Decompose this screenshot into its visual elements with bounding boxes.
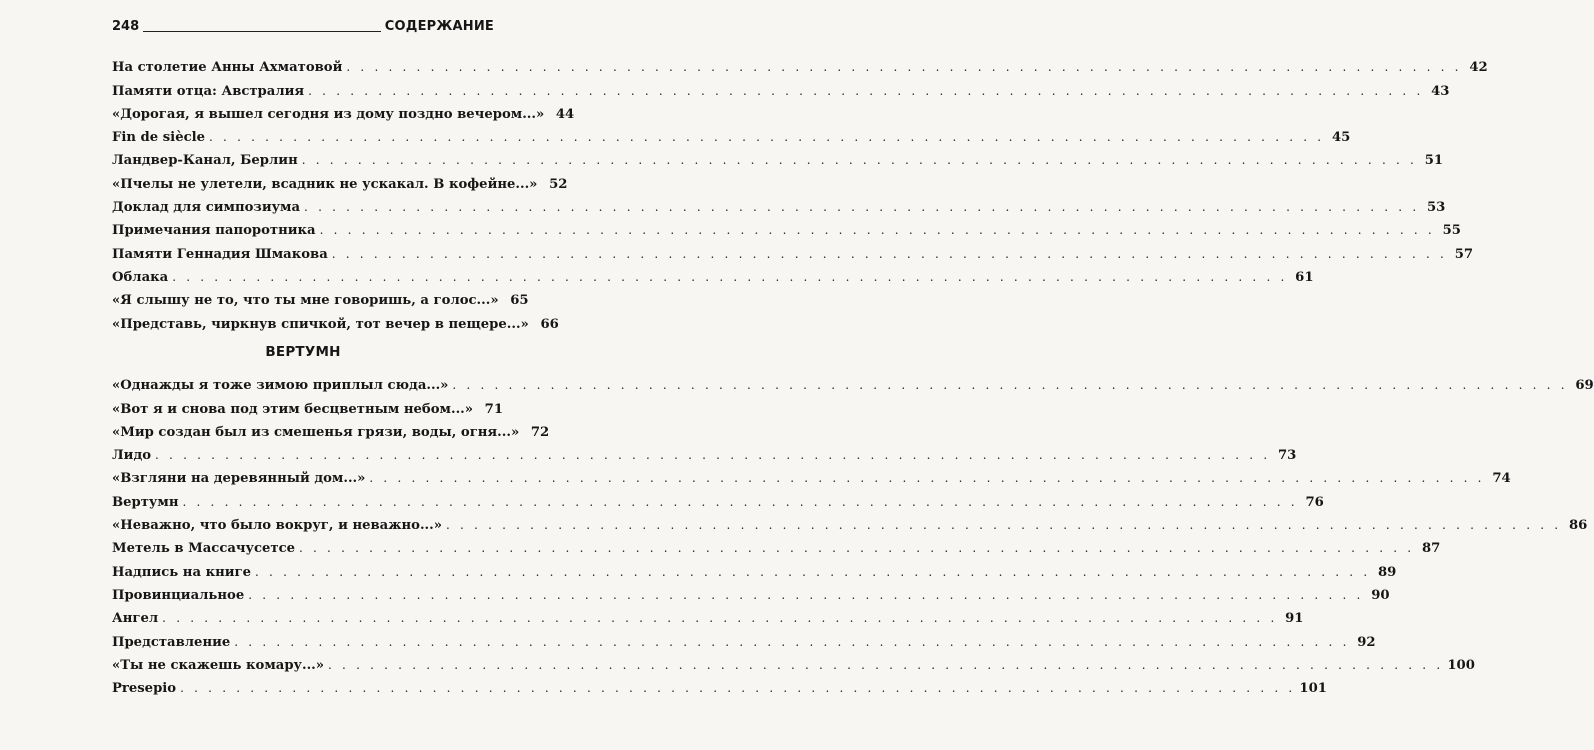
toc-entry-title: «Однажды я тоже зимою приплыл сюда...» (112, 378, 449, 394)
toc-list-part2 (112, 370, 1594, 697)
toc-entry (112, 650, 1475, 673)
toc-entry-page: 72 (530, 424, 550, 440)
toc-dot-leader: . . . . . . . . . . . . . . . . . . . . . . . . . . . . . . . . . . . . . . . . . . . . . . . . . . . . . . . . . . . . . . . . . . . . . . . . . . . . . . . . (331, 246, 1448, 261)
toc-entry (112, 486, 1324, 510)
toc-entry-page: 90 (1371, 587, 1390, 603)
section-title: ВЕРТУМН (265, 344, 341, 360)
toc-dot-leader: . . . . . . . . . . . . . . . . . . . . . . . . . . . . . . . . . . . . . . . . . . . . . . . . . . . . . . . . . . . . . . . . . . . . . . . . . . . . . . . . (180, 681, 1296, 696)
toc-dot-leader: . . . . . . . . . . . . . . . . . . . . . . . . . . . . . . . . . . . . . . . . . . . . . . . . . . . . . . . . . . . . . . . . . . . . . . . . . . . . . . . . (328, 657, 1444, 672)
toc-entry-page: 100 (1447, 657, 1475, 673)
toc-entry (112, 370, 1594, 394)
toc-entry (112, 168, 568, 192)
toc-dot-leader: . . . . . . . . . . . . . . . . . . . . . . . . . . . . . . . . . . . . . . . . . . . . . . . . . . . . . . . . . . . . . . . . . . . . . . . . . . . . . . . . (299, 541, 1415, 556)
toc-dot-leader: . . . . . . . . . . . . . . . . . . . . . . . . . . . . . . . . . . . . . . . . . . . . . . . . . . . . . . . . . . . . . . . . . . . . . . . . . . . . . . . . (346, 60, 1462, 75)
toc-entry-page: 87 (1421, 541, 1441, 557)
toc-entry (112, 192, 1446, 216)
toc-entry-title: Облака (112, 269, 169, 285)
toc-entry-title: «Взгляни на деревянный дом...» (112, 471, 366, 487)
toc-entry-title: «Мир создан был из смешенья грязи, воды, огня...» (112, 424, 520, 440)
toc-entry-page: 51 (1424, 153, 1444, 169)
toc-entry (112, 52, 1488, 76)
toc-dot-leader: . . . . . . . . . . . . . . . . . . . . . . . . . . . . . . . . . . . . . . . . . . . . . . . . . . . . . . . . . . . . . . . . . . . . . . . . . . . . . . . . (162, 611, 1278, 626)
toc-entry-title: «Неважно, что было вокруг, и неважно...» (112, 518, 442, 534)
toc-entry-page: 76 (1305, 494, 1324, 510)
toc-entry-title: Метель в Массачусетсе (112, 541, 295, 557)
toc-entry (112, 510, 1588, 534)
toc-dot-leader: . . . . . . . . . . . . . . . . . . . . . . . . . . . . . . . . . . . . . . . . . . . . . . . . . . . . . . . . . . . . . . . . . . . . . . . . . . . . . . . . (182, 494, 1298, 509)
toc-dot-leader: . . . . . . . . . . . . . . . . . . . . . . . . . . . . . . . . . . . . . . . . . . . . . . . . . . . . . . . . . . . . . . . . . . . . . . . . . . . . . . . . (234, 634, 1350, 649)
toc-entry-page: 92 (1357, 634, 1376, 650)
running-header (112, 12, 494, 34)
toc-entry-title: «Представь, чиркнув спичкой, тот вечер в пещере...» (112, 316, 529, 332)
toc-dot-leader: . . . . . . . . . . . . . . . . . . . . . . . . . . . . . . . . . . . . . . . . . . . . . . . . . . . . . . . . . . . . . . . . . . . . . . . . . . . . . . . . (155, 448, 1271, 463)
toc-entry-title: «Пчелы не улетели, всадник не ускакал. В кофейне...» (112, 176, 538, 192)
toc-entry-page: 89 (1377, 564, 1397, 580)
toc-entry-page: 55 (1442, 223, 1461, 239)
toc-entry (112, 122, 1351, 146)
toc-entry-title: Лидо (112, 448, 152, 464)
toc-entry-title: Провинциальное (112, 587, 245, 603)
toc-entry (112, 626, 1376, 650)
toc-entry-page: 91 (1285, 611, 1304, 627)
toc-entry (112, 75, 1450, 99)
toc-entry (112, 580, 1390, 603)
toc-entry (112, 99, 575, 122)
toc-entry (112, 440, 1297, 464)
toc-entry-page: 65 (510, 293, 529, 309)
toc-dot-leader: . . . . . . . . . . . . . . . . . . . . . . . . . . . . . . . . . . . . . . . . . . . . . . . . . . . . . . . . . . . . . . . . . . . . . . . . . . . . . . . . (301, 153, 1418, 168)
page-number: 248 (112, 19, 140, 34)
toc-entry (112, 417, 550, 440)
toc-entry-page: 71 (484, 401, 503, 417)
toc-entry-page: 66 (540, 316, 559, 332)
toc-entry-title: «Ты не скажешь комару...» (112, 657, 325, 673)
toc-entry-title: Ангел (112, 611, 159, 627)
toc-entry-page: 45 (1331, 130, 1351, 146)
toc-list-part1 (112, 52, 1488, 332)
toc-entry (112, 533, 1441, 557)
toc-entry-title: Памяти Геннадия Шмакова (112, 246, 328, 262)
toc-entry (112, 393, 503, 417)
toc-entry-title: Вертумн (112, 494, 179, 510)
toc-entry-title: Надпись на книге (112, 564, 252, 580)
toc-entry (112, 463, 1511, 487)
toc-entry-title: На столетие Анны Ахматовой (112, 60, 343, 76)
toc-entry-page: 74 (1492, 471, 1511, 487)
toc-entry-title: Доклад для симпозиума (112, 200, 301, 216)
toc-dot-leader: . . . . . . . . . . . . . . . . . . . . . . . . . . . . . . . . . . . . . . . . . . . . . . . . . . . . . . . . . . . . . . . . . . . . . . . . . . . . . . . . (308, 83, 1424, 98)
toc-entry-title: «Я слышу не то, что ты мне говоришь, а голос...» (112, 293, 499, 309)
toc-dot-leader: . . . . . . . . . . . . . . . . . . . . . . . . . . . . . . . . . . . . . . . . . . . . . . . . . . . . . . . . . . . . . . . . . . . . . . . . . . . . . . . . (172, 269, 1288, 284)
toc-entry (112, 238, 1474, 262)
toc-entry-page: 61 (1295, 269, 1314, 285)
toc-entry-page: 86 (1568, 518, 1588, 534)
toc-entry-page: 69 (1575, 378, 1594, 394)
toc-dot-leader: . . . . . . . . . . . . . . . . . . . . . . . . . . . . . . . . . . . . . . . . . . . . . . . . . . . . . . . . . . . . . . . . . . . . . . . . . . . . . . . . (248, 587, 1364, 602)
toc-entry (112, 285, 529, 309)
toc-entry-page: 101 (1299, 681, 1327, 697)
toc-entry-title: Presepio (112, 681, 177, 697)
toc-entry (112, 215, 1461, 239)
toc-dot-leader: . . . . . . . . . . . . . . . . . . . . . . . . . . . . . . . . . . . . . . . . . . . . . . . . . . . . . . . . . . . . . . . . . . . . . . . . . . . . . . . . (209, 130, 1325, 145)
toc-dot-leader: . . . . . . . . . . . . . . . . . . . . . . . . . . . . . . . . . . . . . . . . . . . . . . . . . . . . . . . . . . . . . . . . . . . . . . . . . . . . . . . . (445, 518, 1562, 533)
toc-entry-page: 44 (555, 106, 575, 122)
toc-entry-title: «Дорогая, я вышел сегодня из дому поздно вечером...» (112, 106, 545, 122)
toc-entry (112, 673, 1327, 697)
toc-entry (112, 145, 1444, 169)
toc-entry-title: Памяти отца: Австралия (112, 83, 305, 99)
header-rule (143, 31, 381, 32)
toc-dot-leader: . . . . . . . . . . . . . . . . . . . . . . . . . . . . . . . . . . . . . . . . . . . . . . . . . . . . . . . . . . . . . . . . . . . . . . . . . . . . . . . . (452, 378, 1568, 393)
toc-entry-title: «Вот я и снова под этим бесцветным небом...» (112, 401, 473, 417)
toc-dot-leader: . . . . . . . . . . . . . . . . . . . . . . . . . . . . . . . . . . . . . . . . . . . . . . . . . . . . . . . . . . . . . . . . . . . . . . . . . . . . . . . . (255, 564, 1371, 579)
toc-entry-page: 42 (1469, 60, 1488, 76)
toc-entry-title: Представление (112, 634, 231, 650)
toc-entry (112, 603, 1304, 627)
toc-entry-page: 52 (549, 176, 568, 192)
toc-entry-page: 57 (1454, 246, 1474, 262)
toc-entry-title: Fin de siècle (112, 130, 206, 146)
toc-entry (112, 556, 1397, 580)
toc-entry-title: Примечания папоротника (112, 223, 316, 239)
toc-entry-page: 73 (1277, 448, 1297, 464)
toc-dot-leader: . . . . . . . . . . . . . . . . . . . . . . . . . . . . . . . . . . . . . . . . . . . . . . . . . . . . . . . . . . . . . . . . . . . . . . . . . . . . . . . . (304, 200, 1420, 215)
toc-dot-leader: . . . . . . . . . . . . . . . . . . . . . . . . . . . . . . . . . . . . . . . . . . . . . . . . . . . . . . . . . . . . . . . . . . . . . . . . . . . . . . . . (319, 223, 1435, 238)
header-title: СОДЕРЖАНИЕ (384, 19, 494, 34)
toc-entry-page: 43 (1431, 83, 1450, 99)
toc-entry (112, 308, 559, 332)
toc-dot-leader: . . . . . . . . . . . . . . . . . . . . . . . . . . . . . . . . . . . . . . . . . . . . . . . . . . . . . . . . . . . . . . . . . . . . . . . . . . . . . . . . (369, 471, 1485, 486)
toc-entry-page: 53 (1427, 200, 1446, 216)
toc-entry (112, 262, 1314, 285)
toc-entry-title: Ландвер-Канал, Берлин (112, 153, 298, 169)
